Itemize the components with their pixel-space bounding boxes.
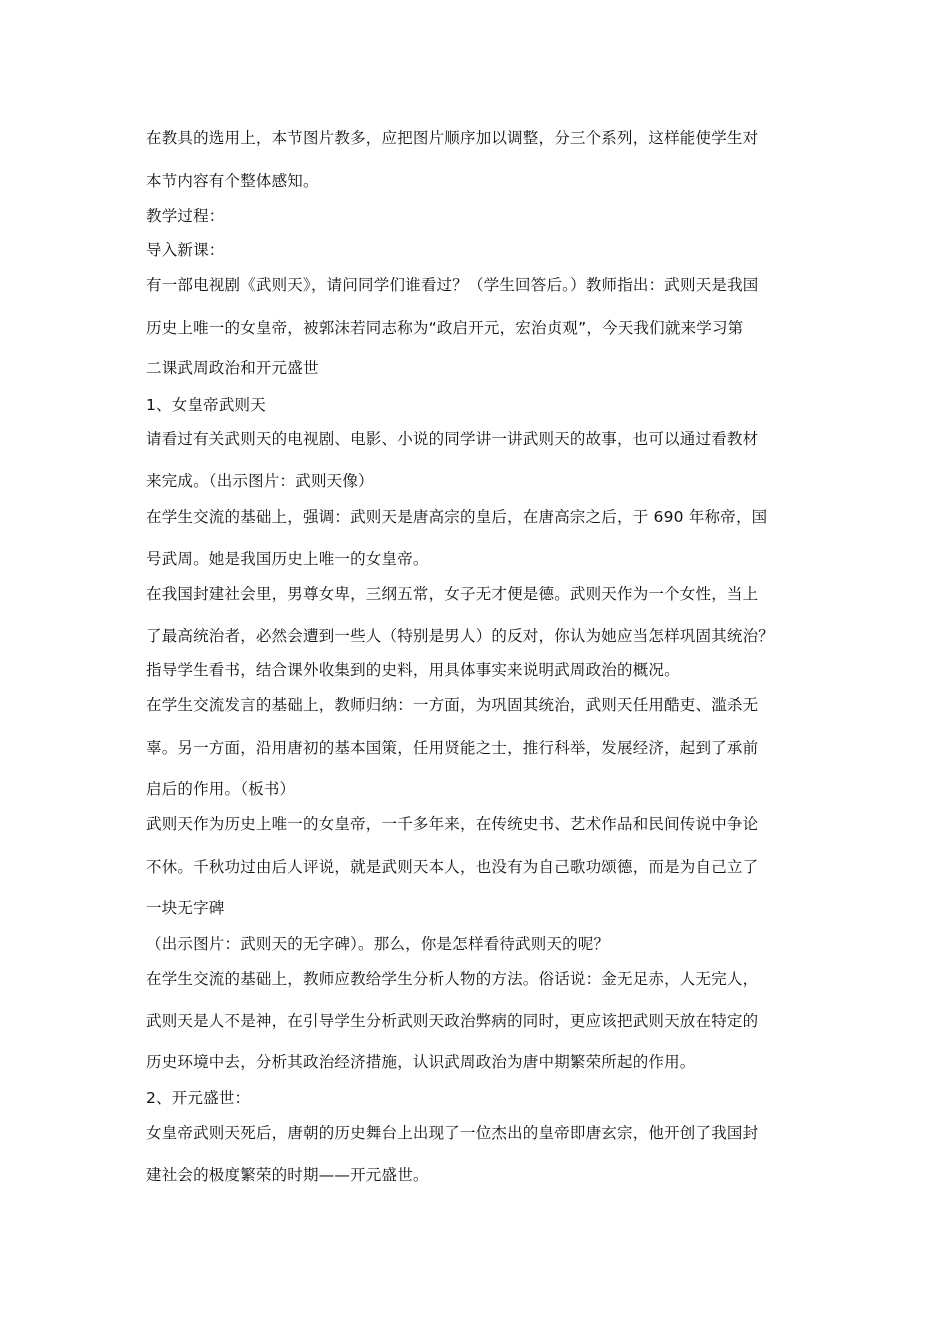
text-line: （出示图片：武则天的无字碑）。那么，你是怎样看待武则天的呢？ [146, 935, 610, 953]
text-line: 一块无字碑 [146, 899, 225, 917]
text-line: 历史环境中去，分析其政治经济措施，认识武周政治为唐中期繁荣所起的作用。 [146, 1053, 696, 1071]
text-line: 教学过程： [146, 207, 225, 225]
text-line: 在教具的选用上，本节图片教多，应把图片顺序加以调整，分三个系列，这样能使学生对 [146, 129, 759, 147]
text-line: 号武周。她是我国历史上唯一的女皇帝。 [146, 550, 429, 568]
text-line: 历史上唯一的女皇帝，被郭沫若同志称为“政启开元，宏治贞观”，今天我们就来学习第 [146, 319, 744, 337]
text-line: 在学生交流的基础上，强调：武则天是唐高宗的皇后，在唐高宗之后，于 690 年称帝，国 [146, 508, 768, 526]
text-line: 在我国封建社会里，男尊女卑，三纲五常，女子无才便是德。武则天作为一个女性，当上 [146, 585, 759, 603]
text-line: 不休。千秋功过由后人评说，就是武则天本人，也没有为自己歌功颂德，而是为自己立了 [146, 858, 759, 876]
text-line: 女皇帝武则天死后，唐朝的历史舞台上出现了一位杰出的皇帝即唐玄宗，他开创了我国封 [146, 1124, 759, 1142]
text-line: 导入新课： [146, 241, 225, 259]
text-line: 本节内容有个整体感知。 [146, 172, 319, 190]
text-line: 来完成。（出示图片：武则天像） [146, 472, 374, 490]
text-line: 启后的作用。（板书） [146, 780, 296, 798]
section-heading: 1、女皇帝武则天 [146, 396, 266, 414]
text-line: 武则天是人不是神，在引导学生分析武则天政治弊病的同时，更应该把武则天放在特定的 [146, 1012, 759, 1030]
text-line: 在学生交流发言的基础上，教师归纳：一方面，为巩固其统治，武则天任用酷吏、滥杀无 [146, 696, 759, 714]
text-line: 指导学生看书，结合课外收集到的史料，用具体事实来说明武周政治的概况。 [146, 661, 680, 679]
text-line: 有一部电视剧《武则天》，请问同学们谁看过？（学生回答后。）教师指出：武则天是我国 [146, 276, 759, 294]
text-line: 建社会的极度繁荣的时期——开元盛世。 [146, 1166, 429, 1184]
text-line: 辜。另一方面，沿用唐初的基本国策，任用贤能之士，推行科举，发展经济，起到了承前 [146, 739, 759, 757]
text-line: 二课武周政治和开元盛世 [146, 359, 319, 377]
text-line: 了最高统治者，必然会遭到一些人（特别是男人）的反对，你认为她应当怎样巩固其统治？ [146, 627, 775, 645]
text-line: 请看过有关武则天的电视剧、电影、小说的同学讲一讲武则天的故事，也可以通过看教材 [146, 430, 759, 448]
section-heading: 2、开元盛世： [146, 1089, 251, 1107]
text-line: 武则天作为历史上唯一的女皇帝，一千多年来，在传统史书、艺术作品和民间传说中争论 [146, 815, 759, 833]
text-line: 在学生交流的基础上，教师应教给学生分析人物的方法。俗话说：金无足赤，人无完人， [146, 970, 759, 988]
